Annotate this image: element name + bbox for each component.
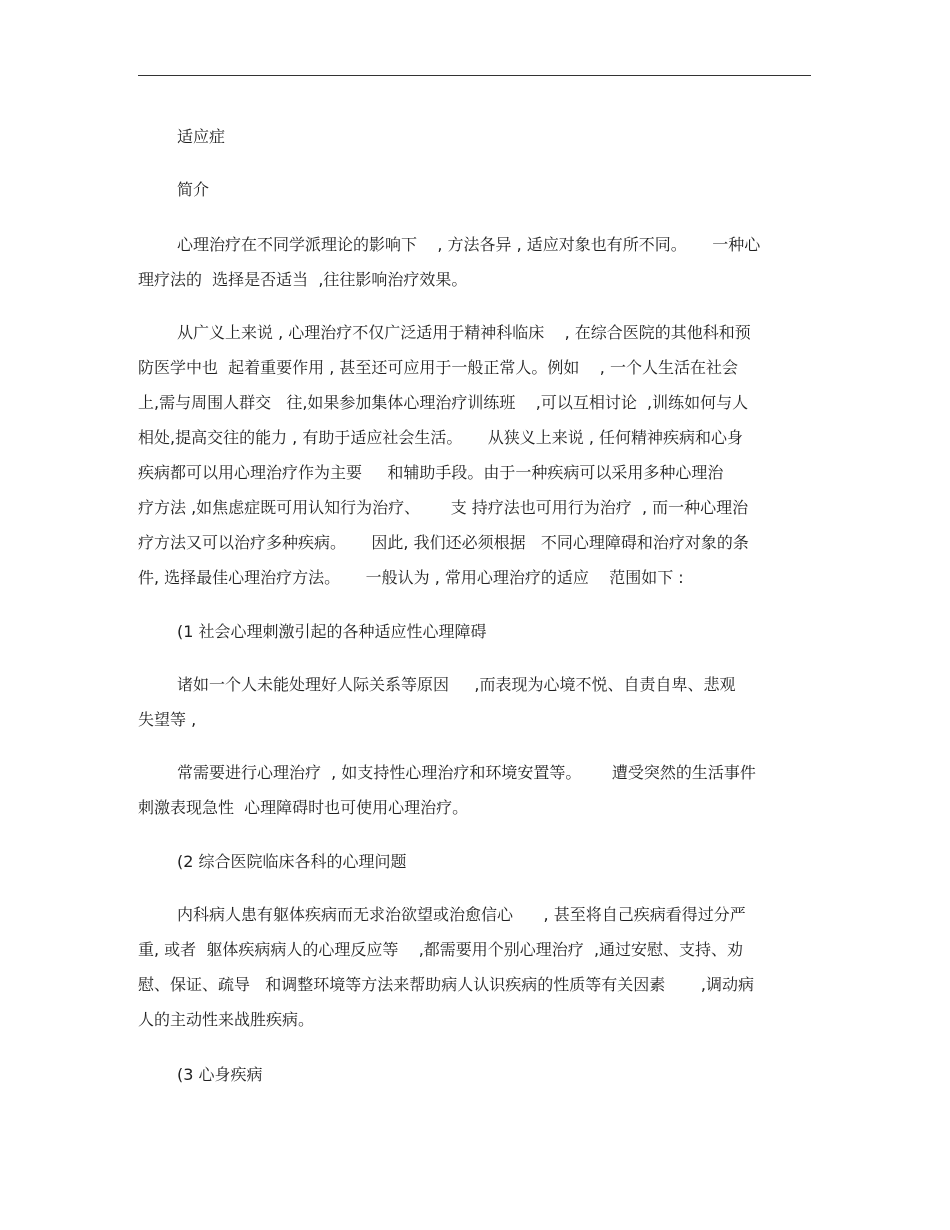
paragraph-line: 从广义上来说 , 心理治疗不仅广泛适用于精神科临床 , 在综合医院的其他科和预	[177, 323, 751, 342]
section-heading-1: (1 社会心理刺激引起的各种适应性心理障碍	[177, 622, 487, 641]
paragraph-line: 疗方法 ,如焦虑症既可用认知行为治疗、 支 持疗法也可用行为治疗 , 而一种心理治	[138, 498, 749, 517]
paragraph-line: 人的主动性来战胜疾病。	[138, 1010, 315, 1029]
paragraph-line: 上,需与周围人群交 往,如果参加集体心理治疗训练班 ,可以互相讨论 ,训练如何与人	[138, 393, 749, 412]
section-heading-2: (2 综合医院临床各科的心理问题	[177, 852, 407, 871]
paragraph-line: 心理治疗在不同学派理论的影响下 , 方法各异 , 适应对象也有所不同。 一种心	[177, 235, 761, 254]
paragraph-line: 疗方法又可以治疗多种疾病。 因此, 我们还必须根据 不同心理障碍和治疗对象的条	[138, 533, 749, 552]
paragraph-line: 理疗法的 选择是否适当 ,往往影响治疗效果。	[138, 270, 468, 289]
paragraph-line: 防医学中也 起着重要作用 , 甚至还可应用于一般正常人。例如 , 一个人生活在社会	[138, 358, 738, 377]
paragraph-line: 疾病都可以用心理治疗作为主要 和辅助手段。由于一种疾病可以采用多种心理治	[138, 463, 724, 482]
heading-introduction: 简介	[177, 180, 210, 199]
heading-indications: 适应症	[177, 127, 226, 146]
paragraph-line: 内科病人患有躯体疾病而无求治欲望或治愈信心 , 甚至将自己疾病看得过分严	[177, 905, 746, 924]
paragraph-line: 刺激表现急性 心理障碍时也可使用心理治疗。	[138, 798, 469, 817]
section-heading-3: (3 心身疾病	[177, 1065, 263, 1084]
paragraph-line: 相处,提高交往的能力 , 有助于适应社会生活。 从狭义上来说 , 任何精神疾病和心身	[138, 428, 744, 447]
paragraph-line: 失望等 ,	[138, 710, 197, 729]
header-rule	[138, 75, 811, 76]
paragraph-line: 重, 或者 躯体疾病病人的心理反应等 ,都需要用个别心理治疗 ,通过安慰、支持、劝	[138, 940, 744, 959]
paragraph-line: 常需要进行心理治疗 , 如支持性心理治疗和环境安置等。 遭受突然的生活事件	[177, 763, 756, 782]
paragraph-line: 慰、保证、疏导 和调整环境等方法来帮助病人认识疾病的性质等有关因素 ,调动病	[138, 975, 754, 994]
paragraph-line: 件, 选择最佳心理治疗方法。 一般认为 , 常用心理治疗的适应 范围如下 :	[138, 568, 684, 587]
paragraph-line: 诸如一个人未能处理好人际关系等原因 ,而表现为心境不悦、自责自卑、悲观	[177, 675, 736, 694]
